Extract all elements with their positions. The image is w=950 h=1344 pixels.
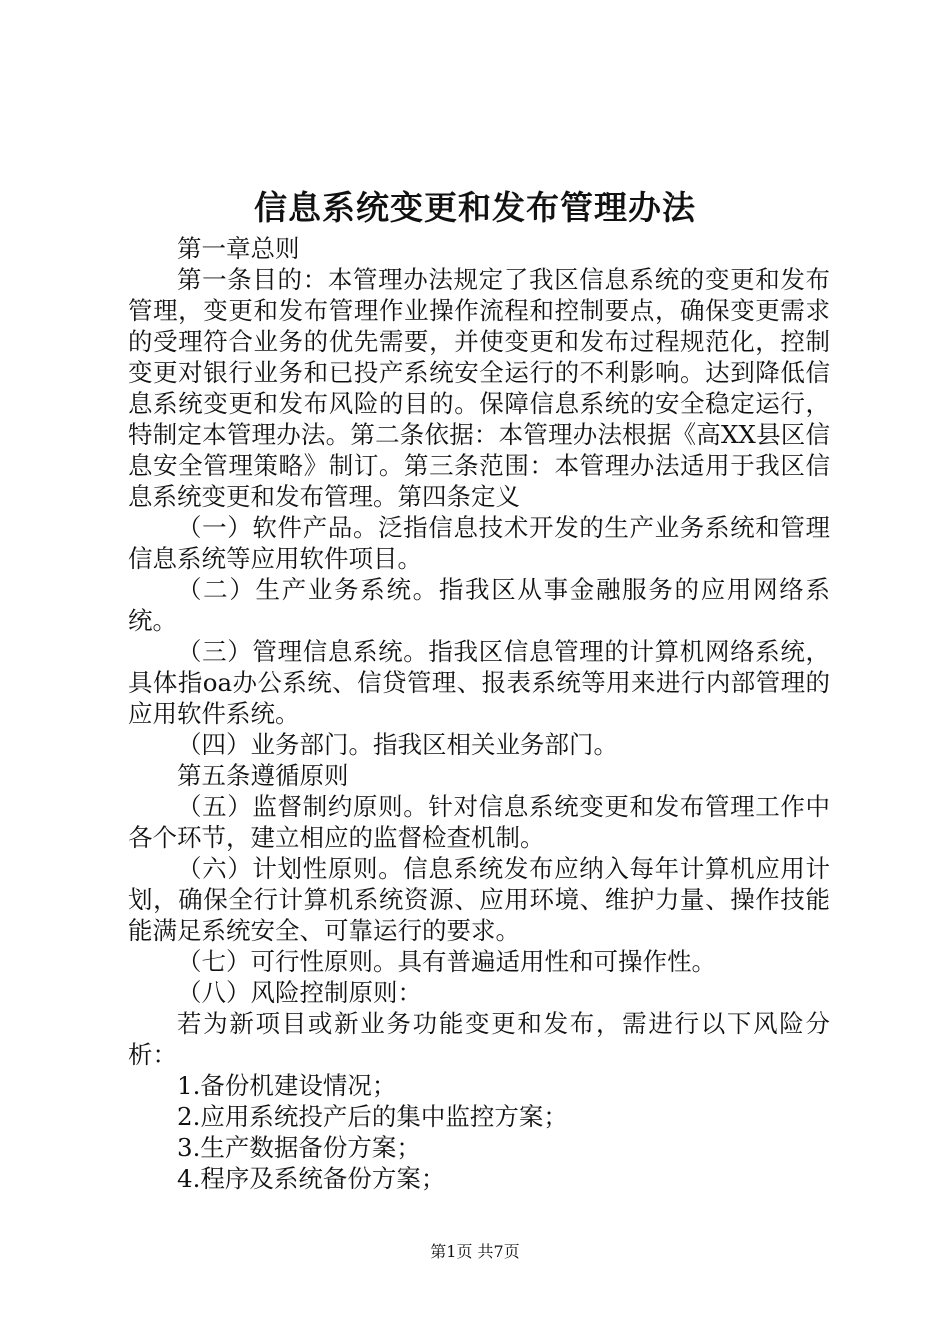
page-footer: 第1页 共7页 (430, 1242, 520, 1261)
paragraph-definition-4: （四）业务部门。指我区相关业务部门。 (177, 730, 618, 759)
paragraph-definition-1: （一）软件产品。泛指信息技术开发的生产业务系统和管理信息系统等应用软件项目。 (128, 513, 830, 573)
document-title: 信息系统变更和发布管理办法 (254, 188, 696, 227)
paragraph-risk-intro: 若为新项目或新业务功能变更和发布，需进行以下风险分析： (128, 1009, 830, 1069)
list-item: 1.备份机建设情况； (177, 1071, 397, 1100)
list-item: 4.程序及系统备份方案； (177, 1164, 446, 1193)
paragraph-principle-6: （六）计划性原则。信息系统发布应纳入每年计算机应用计划，确保全行计算机系统资源、应用环境、维护力量、操作技能能满足系统安全、可靠运行的要求。 (128, 854, 830, 945)
list-item: 2.应用系统投产后的集中监控方案； (177, 1102, 568, 1131)
chapter-heading: 第一章总则 (177, 234, 300, 263)
paragraph-definition-2: （二）生产业务系统。指我区从事金融服务的应用网络系统。 (128, 575, 830, 635)
paragraph-article-1: 第一条目的：本管理办法规定了我区信息系统的变更和发布管理，变更和发布管理作业操作流程和控制要点，确保变更需求的受理符合业务的优先需要，并使变更和发布过程规范化，控制变更对银行业务和已投产系统安全运行的不利影响。达到降低信息系统变更和发布风险的目的。保障信息系统的安全稳定运行，特制定本管理办法。第二条依据：本管理办法根据《高XX县区信息安全管理策略》制订。第三条范围：本管理办法适用于我区信息系统变更和发布管理。第四条定义 (128, 265, 830, 511)
list-item: 3.生产数据备份方案； (177, 1133, 421, 1162)
paragraph-principle-8: （八）风险控制原则： (177, 978, 422, 1007)
paragraph-definition-3: （三）管理信息系统。指我区信息管理的计算机网络系统，具体指oa办公系统、信贷管理、报表系统等用来进行内部管理的应用软件系统。 (128, 637, 830, 728)
document-body (128, 233, 830, 1194)
paragraph-principle-5: （五）监督制约原则。针对信息系统变更和发布管理工作中各个环节，建立相应的监督检查机制。 (128, 792, 830, 852)
article-5-heading: 第五条遵循原则 (177, 761, 349, 790)
paragraph-principle-7: （七）可行性原则。具有普遍适用性和可操作性。 (177, 947, 716, 976)
